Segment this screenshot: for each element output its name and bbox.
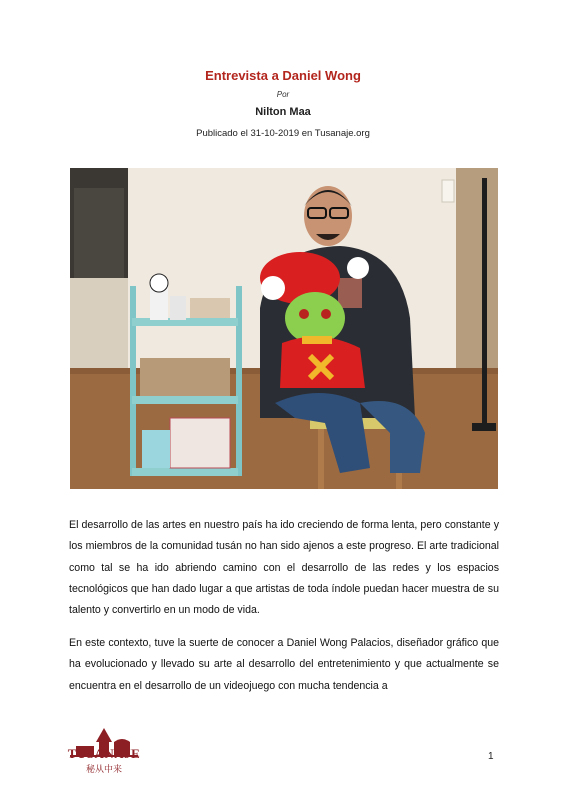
logo-chinese-text: 秘从中来: [85, 764, 122, 774]
page-number: 1: [488, 751, 494, 762]
publication-line: Publicado el 31-10-2019 en Tusanaje.org: [196, 128, 370, 139]
body-paragraph-2: En este contexto, tuve la suerte de conocer a Daniel Wong Palacios, diseñador gráfico que ha evolucionado y llevado su arte al desarrollo del entretenimiento y que actualmente se encuentra en el desarrollo de un videojuego con mucha tendencia a: [69, 637, 499, 692]
logo-wordmark: TUSANAJE: [67, 746, 141, 761]
body-paragraph-1: El desarrollo de las artes en nuestro país ha ido creciendo de forma lenta, pero constante y los miembros de la comunidad tusán no han sido ajenos a este progreso. El arte tradicional como tal se ha ido abriendo camino con el desarrollo de las redes y los espacios tecnológicos que han dado lugar a que artistas de toda índole puedan hacer muestra de su talento y convertirlo en un modo de vida.: [69, 519, 499, 617]
article-photo: [70, 168, 498, 489]
author-name: Nilton Maa: [255, 106, 311, 118]
article-title: Entrevista a Daniel Wong: [205, 68, 361, 83]
byline-prefix: Por: [276, 90, 290, 99]
